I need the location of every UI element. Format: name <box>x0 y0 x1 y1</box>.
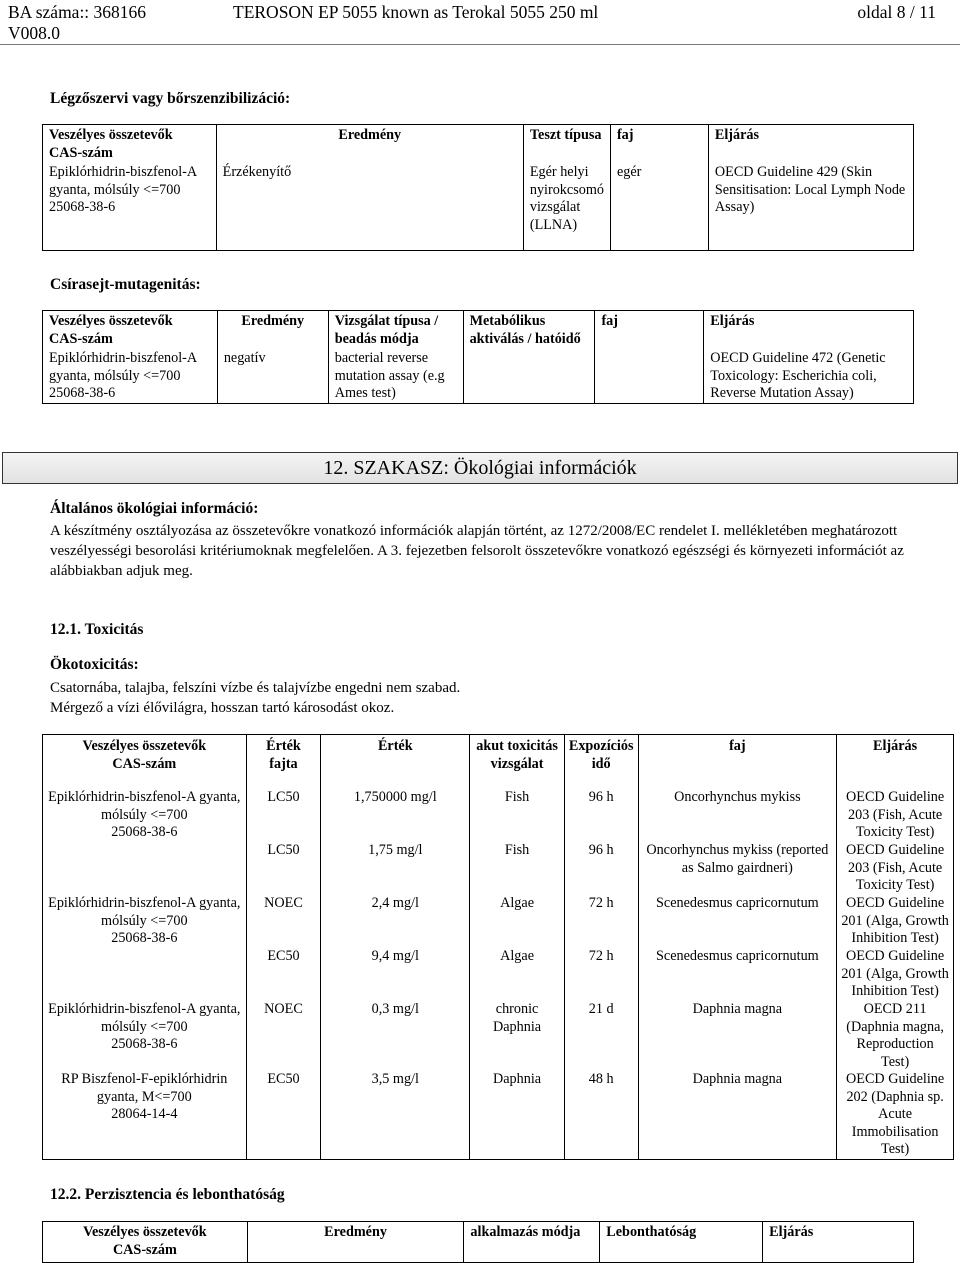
col-method: Eljárás <box>704 311 914 349</box>
exposure-time: 48 h <box>564 1071 638 1159</box>
exposure-time: 72 h <box>564 948 638 1001</box>
acute-test: Algae <box>470 948 565 1001</box>
mutagenicity-table <box>42 310 914 404</box>
cas-number: 25068-38-6 <box>111 824 178 840</box>
mutagenicity-label: Csírasejt-mutagenitás: <box>50 276 201 293</box>
table-row <box>43 948 954 1001</box>
col-species: faj <box>610 125 708 163</box>
method-value: OECD Guideline 429 (Skin Sensitisation: Local Lymph Node Assay) <box>708 162 913 251</box>
value-type: LC50 <box>246 842 321 895</box>
method: OECD Guideline 203 (Fish, Acute Toxicity Test) <box>837 789 954 842</box>
acute-test: chronic Daphnia <box>470 1001 565 1071</box>
ecotox-label: Ökotoxicitás: <box>50 656 139 673</box>
product-name: TEROSON EP 5055 known as Terokal 5055 250 ml <box>233 2 599 22</box>
acute-test: Fish <box>470 842 565 895</box>
section-12-title: 12. SZAKASZ: Ökológiai információk <box>323 457 637 479</box>
species: Oncorhynchus mykiss <box>638 789 837 842</box>
acute-test: Daphnia <box>470 1071 565 1159</box>
result-value: Érzékenyítő <box>216 162 523 251</box>
persistence-title: 12.2. Perzisztencia és lebonthatóság <box>50 1186 285 1203</box>
method: OECD Guideline 201 (Alga, Growth Inhibition Test) <box>837 895 954 948</box>
col-component: Veszélyes összetevők <box>49 127 173 143</box>
method: OECD Guideline 202 (Daphnia sp. Acute Immobilisation Test) <box>837 1071 954 1159</box>
method-value: OECD Guideline 472 (Genetic Toxicology: Escherichia coli, Reverse Mutation Assay) <box>704 348 914 403</box>
table-row <box>43 162 914 251</box>
col-test-type: Vizsgálat típusa / beadás módja <box>328 311 463 349</box>
col-cas: CAS-szám <box>112 755 177 772</box>
component-name: Epiklórhidrin-biszfenol-A gyanta, mólsúly <=700 <box>49 164 197 198</box>
value-type: NOEC <box>246 895 321 948</box>
method: OECD Guideline 203 (Fish, Acute Toxicity Test) <box>837 842 954 895</box>
exposure-time: 21 d <box>564 1001 638 1071</box>
table-header-row <box>43 735 954 790</box>
value-type: NOEC <box>246 1001 321 1071</box>
cas-number: 25068-38-6 <box>111 930 178 946</box>
general-eco-label: Általános ökológiai információ: <box>50 500 259 517</box>
value: 3,5 mg/l <box>321 1071 470 1159</box>
ecotox-line-2: Mérgező a vízi élővilágra, hosszan tartó károsodást okoz. <box>50 700 395 716</box>
cas-number: 25068-38-6 <box>49 385 116 401</box>
col-result: Eredmény <box>217 311 328 349</box>
result-value: negatív <box>217 348 328 403</box>
col-method: Eljárás <box>763 1222 914 1263</box>
method: OECD 211 (Daphnia magna, Reproduction Test) <box>837 1001 954 1071</box>
col-method: Eljárás <box>708 125 913 163</box>
table-row <box>43 895 954 948</box>
table-header-row <box>43 311 914 349</box>
component-name: RP Biszfenol-F-epiklórhidrin gyanta, M<=700 <box>61 1071 228 1105</box>
species-value <box>595 348 704 403</box>
species: Daphnia magna <box>638 1001 837 1071</box>
col-application: alkalmazás módja <box>464 1222 600 1263</box>
doc-version: V008.0 <box>8 23 61 43</box>
table-row <box>43 842 954 895</box>
value: 9,4 mg/l <box>321 948 470 1001</box>
species-value: egér <box>610 162 708 251</box>
component-name: Epiklórhidrin-biszfenol-A gyanta, mólsúly <=700 <box>48 1001 241 1035</box>
exposure-time: 96 h <box>564 842 638 895</box>
col-test-type: Teszt típusa <box>523 125 610 163</box>
toxicity-title: 12.1. Toxicitás <box>50 621 144 638</box>
cas-number: 25068-38-6 <box>111 1036 178 1052</box>
col-activation: Metabólikus aktiválás / hatóidő <box>463 311 595 349</box>
col-value-type: Érték fajta <box>246 735 321 790</box>
exposure-time: 72 h <box>564 895 638 948</box>
component-name: Epiklórhidrin-biszfenol-A gyanta, mólsúly <=700 <box>48 895 241 929</box>
col-method: Eljárás <box>837 735 954 790</box>
col-species: faj <box>638 735 837 790</box>
acute-test: Algae <box>470 895 565 948</box>
general-eco-text: A készítmény osztályozása az összetevőkre vonatkozó információk alapján történt, az 1272/2008/EC rendelet I. mellékletében meghatározott veszélyességi besorolási kritériumoknak megfelelően. A 3. fejezetben felsorolt összetevőkre vonatkozó egészségi és környezeti információt az alábbiakban adjuk meg. <box>50 523 904 579</box>
persistence-table <box>42 1221 914 1263</box>
page-header <box>0 0 960 46</box>
col-component: Veszélyes összetevők <box>83 1224 207 1240</box>
value: 0,3 mg/l <box>321 1001 470 1071</box>
cas-number: 25068-38-6 <box>49 199 116 215</box>
species: Scenedesmus capricornutum <box>638 948 837 1001</box>
col-degradability: Lebonthatóság <box>600 1222 763 1263</box>
species: Oncorhynchus mykiss (reported as Salmo gairdneri) <box>638 842 837 895</box>
table-row <box>43 1071 954 1159</box>
method: OECD Guideline 201 (Alga, Growth Inhibition Test) <box>837 948 954 1001</box>
col-exposure: Expozíciós idő <box>564 735 638 790</box>
component-name: Epiklórhidrin-biszfenol-A gyanta, mólsúly <=700 <box>49 350 197 384</box>
acute-test: Fish <box>470 789 565 842</box>
table-row <box>43 348 914 403</box>
col-cas: CAS-szám <box>112 1241 177 1258</box>
value-type: LC50 <box>246 789 321 842</box>
exposure-time: 96 h <box>564 789 638 842</box>
ecotox-line-1: Csatornába, talajba, felszíni vízbe és talajvízbe engedni nem szabad. <box>50 680 461 696</box>
table-row <box>43 789 954 842</box>
activation-value <box>463 348 595 403</box>
value: 1,75 mg/l <box>321 842 470 895</box>
value-type: EC50 <box>246 1071 321 1159</box>
col-component: Veszélyes összetevők <box>49 313 173 329</box>
col-result: Eredmény <box>216 125 523 163</box>
test-type-value: bacterial reverse mutation assay (e.g Ames test) <box>328 348 463 403</box>
value: 2,4 mg/l <box>321 895 470 948</box>
header-divider <box>0 44 960 45</box>
sensitization-label: Légzőszervi vagy bőrszenzibilizáció: <box>50 90 291 107</box>
col-cas: CAS-szám <box>49 330 113 347</box>
col-result: Eredmény <box>247 1222 464 1263</box>
species: Scenedesmus capricornutum <box>638 895 837 948</box>
col-species: faj <box>595 311 704 349</box>
col-acute: akut toxicitás vizsgálat <box>470 735 565 790</box>
table-row <box>43 1001 954 1071</box>
col-value: Érték <box>321 735 470 790</box>
col-component: Veszélyes összetevők <box>82 738 207 754</box>
sensitization-table <box>42 124 914 251</box>
page-number: oldal 8 / 11 <box>857 2 936 22</box>
table-header-row <box>43 1222 914 1263</box>
value-type: EC50 <box>246 948 321 1001</box>
cas-number: 28064-14-4 <box>111 1106 178 1122</box>
component-name: Epiklórhidrin-biszfenol-A gyanta, mólsúly <=700 <box>48 789 241 823</box>
value: 1,750000 mg/l <box>321 789 470 842</box>
doc-number: BA száma:: 368166 <box>8 2 147 22</box>
col-cas: CAS-szám <box>49 144 113 161</box>
section-12-heading <box>2 452 958 484</box>
toxicity-table <box>42 734 954 1160</box>
table-header-row <box>43 125 914 163</box>
species: Daphnia magna <box>638 1071 837 1159</box>
test-type-value: Egér helyi nyirokcsomó vizsgálat (LLNA) <box>523 162 610 251</box>
